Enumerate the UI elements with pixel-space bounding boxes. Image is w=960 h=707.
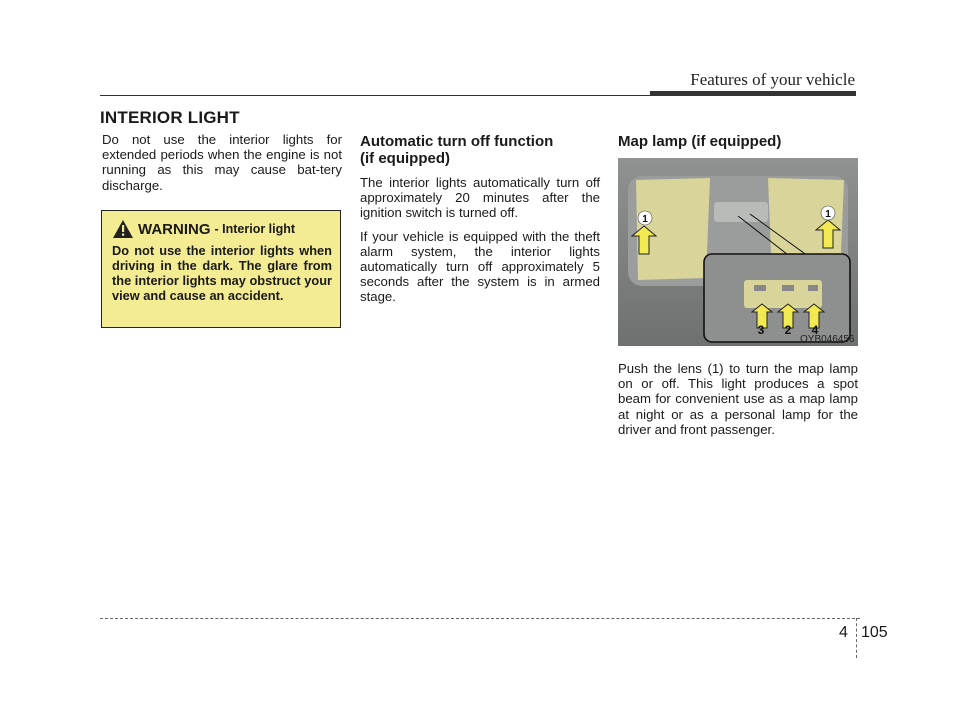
battery-warning-paragraph: Do not use the interior lights for extended periods when the engine is not running as this may cause bat-tery discharge. xyxy=(102,132,342,193)
warning-text: Do not use the interior lights when driving in the dark. The glare from the interior lights may obstruct your view and cause an accident. xyxy=(112,243,332,303)
page-number-divider xyxy=(856,618,857,658)
warning-header xyxy=(112,219,332,239)
warning-box xyxy=(101,210,341,328)
warning-triangle-icon xyxy=(112,219,134,239)
warning-subtitle: - Interior light xyxy=(214,222,296,236)
header-rule-accent xyxy=(650,91,856,96)
auto-off-paragraph-2: If your vehicle is equipped with the theft alarm system, the interior lights automatically turn off approximately 5 seconds after the system is in armed stage. xyxy=(360,228,600,305)
callout-2: 2 xyxy=(784,323,792,337)
map-lamp-figure xyxy=(618,158,858,346)
footer-rule xyxy=(100,618,860,619)
callout-4: 4 xyxy=(811,323,819,337)
column-3 xyxy=(618,133,858,158)
callout-left-1: 1 xyxy=(642,214,648,225)
map-lamp-heading: Map lamp (if equipped) xyxy=(618,133,782,150)
figure-code: OYB046456 xyxy=(800,334,855,345)
auto-off-heading-line2: (if equipped) xyxy=(360,150,450,167)
section-title: INTERIOR LIGHT xyxy=(100,108,240,127)
map-lamp-paragraph: Push the lens (1) to turn the map lamp on or off. This light produces a spot beam for convenient use as a map lamp at night or as a personal lamp for the driver and front passenger. xyxy=(618,361,858,437)
auto-off-heading-line1: Automatic turn off function xyxy=(360,133,554,150)
chapter-number: 4 xyxy=(839,624,848,641)
callout-right-1: 1 xyxy=(825,209,831,220)
callout-3: 3 xyxy=(757,323,765,337)
column-1 xyxy=(102,132,342,201)
auto-off-paragraph-1: The interior lights automatically turn off approximately 20 minutes after the ignition switch is turned off. xyxy=(360,175,600,221)
header-rule xyxy=(100,95,660,96)
running-header: Features of your vehicle xyxy=(690,70,855,89)
column-2 xyxy=(360,133,600,313)
auto-off-heading xyxy=(360,133,600,167)
page-number: 105 xyxy=(861,624,888,641)
warning-label: WARNING xyxy=(138,220,211,238)
map-lamp-text xyxy=(618,361,858,445)
